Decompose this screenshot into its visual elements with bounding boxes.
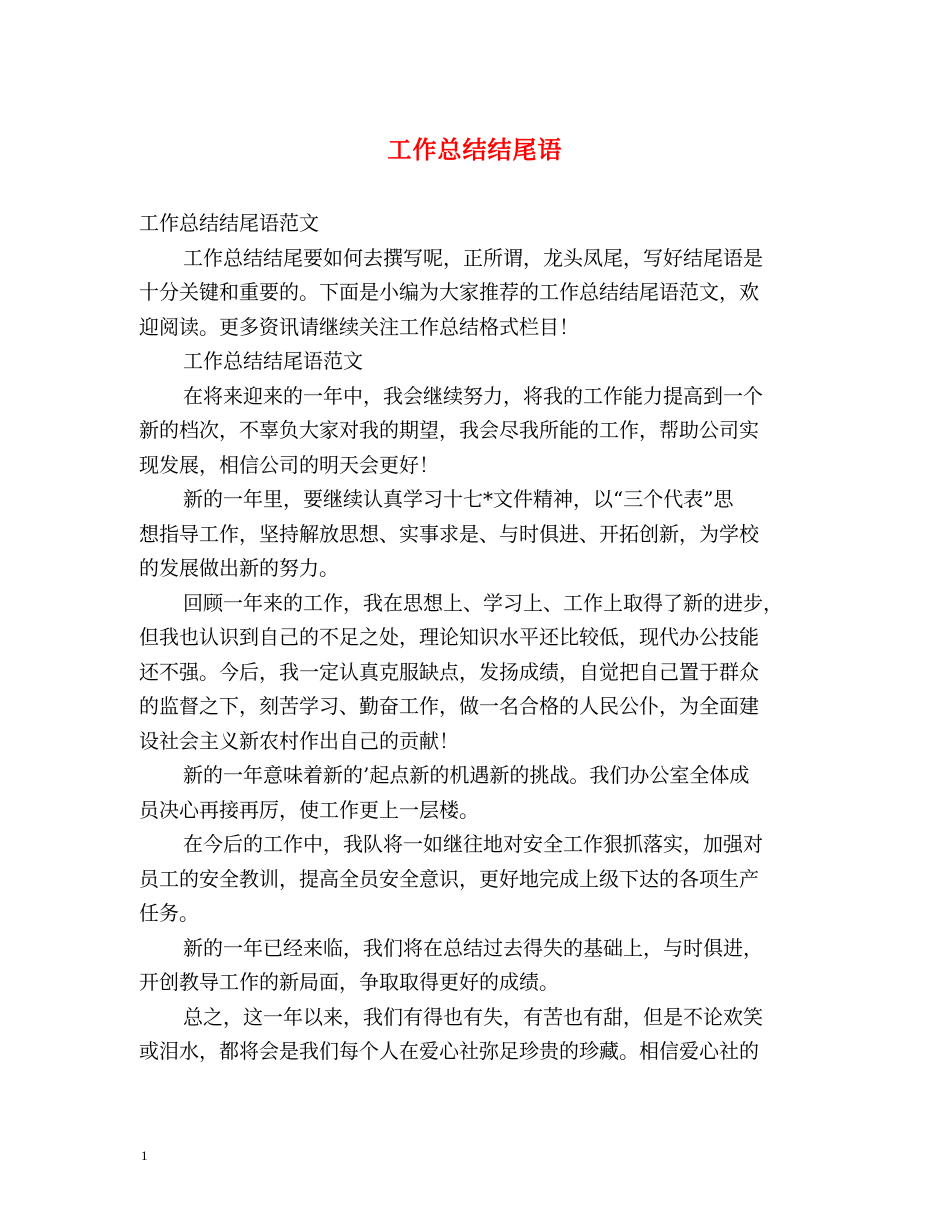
body-line: 总之，这一年以来，我们有得也有失，有苦也有甜，但是不论欢笑 [183, 1004, 763, 1029]
body-line: 员决心再接再厉，使工作更上一层楼。 [139, 797, 479, 822]
body-line: 工作总结结尾语范文 [183, 349, 363, 373]
body-line: 新的档次，不辜负大家对我的期望，我会尽我所能的工作，帮助公司实 [139, 418, 759, 442]
body-line: 设社会主义新农村作出自己的贡献！ [139, 728, 459, 753]
body-line: 工作总结结尾语范文 [139, 211, 319, 235]
body-line: 新的一年里，要继续认真学习十七*文件精神，以“三个代表”思 [183, 487, 734, 511]
document-title: 工作总结结尾语 [387, 135, 563, 164]
body-line: 工作总结结尾要如何去撰写呢，正所谓，龙头凤尾，写好结尾语是 [183, 245, 763, 270]
body-line: 或泪水，都将会是我们每个人在爱心社弥足珍贵的珍藏。相信爱心社的 [139, 1039, 759, 1063]
body-line: 在今后的工作中，我队将一如继往地对安全工作狠抓落实，加强对 [183, 832, 763, 856]
body-line: 还不强。今后，我一定认真克服缺点，发扬成绩，自觉把自己置于群众 [139, 659, 759, 684]
body-line: 迎阅读。更多资讯请继续关注工作总结格式栏目！ [139, 314, 579, 339]
body-line: 员工的安全教训，提高全员安全意识，更好地完成上级下达的各项生产 [139, 866, 759, 891]
body-line: 新的一年意味着新的’起点新的机遇新的挑战。我们办公室全体成 [183, 763, 750, 787]
body-line: 开创教导工作的新局面，争取取得更好的成绩。 [139, 970, 559, 994]
body-line: 现发展，相信公司的明天会更好！ [139, 452, 439, 477]
body-line: 新的一年已经来临，我们将在总结过去得失的基础上，与时俱进， [183, 935, 763, 960]
body-line: 十分关键和重要的。下面是小编为大家推荐的工作总结结尾语范文，欢 [139, 280, 759, 304]
body-line: 想指导工作，坚持解放思想、实事求是、与时俱进、开拓创新，为学校 [139, 521, 759, 546]
body-line: 的监督之下，刻苦学习、勤奋工作，做一名合格的人民公仆，为全面建 [139, 694, 759, 718]
document-body [139, 206, 811, 1069]
page-number: 1 [141, 1148, 148, 1163]
body-line: 但我也认识到自己的不足之处，理论知识水平还比较低，现代办公技能 [139, 625, 759, 649]
body-line: 的发展做出新的努力。 [139, 556, 339, 580]
body-line: 任务。 [139, 901, 199, 925]
body-line: 回顾一年来的工作，我在思想上、学习上、工作上取得了新的进步， [183, 590, 783, 615]
body-line: 在将来迎来的一年中，我会继续努力，将我的工作能力提高到一个 [183, 383, 763, 408]
